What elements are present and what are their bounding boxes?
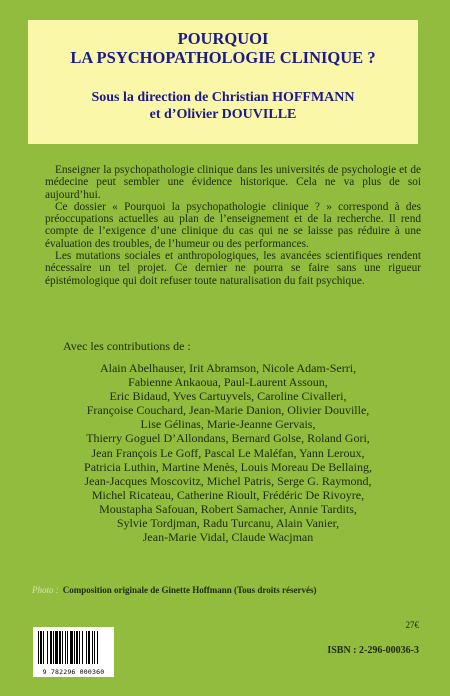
summary-text	[45, 164, 421, 287]
barcode-bar	[53, 631, 54, 664]
barcode-bar	[74, 631, 75, 664]
photo-credit-label: Photo :	[32, 585, 59, 595]
contributors-list	[40, 361, 416, 544]
editors-line-1: Sous la direction de Christian HOFFMANN	[91, 90, 355, 105]
contributors-line: Lise Gélinas, Marie-Jeanne Gervais,	[140, 417, 316, 432]
barcode-bar	[59, 631, 61, 664]
contributors-line: Jean François Le Goff, Pascal Le Maléfan, Yann Leroux,	[91, 445, 365, 460]
barcode-bar	[50, 631, 52, 664]
isbn: ISBN : 2-296-00036-3	[327, 645, 419, 656]
barcode-bar	[92, 631, 93, 664]
contributions-heading: Avec les contributions de :	[63, 339, 191, 353]
barcode-bar	[47, 631, 48, 664]
contributors-line: Alain Abelhauser, Irit Abramson, Nicole Adam-Serri,	[99, 361, 357, 375]
barcode-bar	[40, 631, 42, 664]
barcode-number: 9 782296 000360	[42, 668, 105, 676]
contributors-line: Eric Bidaud, Yves Cartuyvels, Caroline Civalleri,	[109, 389, 347, 404]
barcode-bar	[70, 631, 73, 664]
barcode-bar	[65, 631, 66, 664]
editors-line-2: et d’Olivier DOUVILLE	[149, 107, 297, 122]
contributors-line: Jean-Jacques Moscovitz, Michel Patris, Serge G. Raymond,	[84, 473, 372, 488]
barcode-bar	[43, 631, 44, 664]
barcode-bar	[62, 631, 63, 664]
contributors-line: Françoise Couchard, Jean-Marie Danion, Olivier Douville,	[86, 403, 370, 418]
barcode-icon	[33, 627, 114, 668]
photo-credit-text: Composition originale de Ginette Hoffmann (Tous droits réservés)	[62, 585, 317, 595]
barcode-bar	[55, 631, 58, 664]
barcode-bar	[94, 631, 95, 664]
barcode-bar	[88, 631, 90, 664]
title-line-2: LA PSYCHOPATHOLOGIE CLINIQUE ?	[70, 48, 376, 67]
barcode-bar	[76, 631, 78, 664]
contributors-line: Jean-Marie Vidal, Claude Wacjman	[142, 530, 314, 545]
contributors-line: Michel Ricateau, Catherine Rioult, Frédéric De Rivoyre,	[91, 487, 365, 502]
contributors-line: Patricia Luthin, Martine Menès, Louis Moreau De Bellaing,	[84, 459, 372, 474]
barcode-bar	[82, 631, 83, 664]
contributors-line: Fabienne Ankaoua, Paul-Laurent Assoun,	[128, 375, 328, 390]
contributors-line: Sylvie Tordjman, Radu Turcanu, Alain Vanier,	[116, 516, 340, 531]
barcode-bar	[79, 631, 80, 664]
photo-credit	[32, 585, 317, 596]
title-line-1: POURQUOI	[177, 29, 269, 48]
barcode-bar	[97, 631, 98, 664]
barcode-bar	[38, 631, 39, 664]
summary-paragraph-3: Les mutations sociales et anthropologiques, les avancées scientifiques rendent nécessaire un tel projet. Ce dernier ne pourra se faire sans une rigueur épistémologique qui doit refuser toute naturalisation du fait psychique.	[45, 250, 421, 287]
barcode-bar	[86, 631, 87, 664]
title-box	[28, 20, 418, 144]
contributors-line: Moustapha Safouan, Robert Samacher, Annie Tardits,	[99, 501, 357, 516]
summary-paragraph-2: Ce dossier « Pourquoi la psychopathologie clinique ? » correspond à des préoccupations actuelles au plan de l’enseignement et de la recherche. Il rend compte de l’exigence d’une clinique du cas qui ne se laisse pas réduire à une évaluation des troubles, de l’humeur ou des performances.	[45, 200, 421, 250]
barcode	[33, 627, 114, 677]
barcode-bar	[67, 631, 68, 664]
contributors-line: Thierry Goguel D’Allondans, Bernard Golse, Roland Gori,	[86, 431, 370, 446]
summary-paragraph-1: Enseigner la psychopathologie clinique dans les universités de psychologie et de médecine peut sembler une évidence historique. Cela ne va plus de soi aujourd’hui.	[45, 164, 421, 201]
price: 27€	[405, 620, 419, 630]
